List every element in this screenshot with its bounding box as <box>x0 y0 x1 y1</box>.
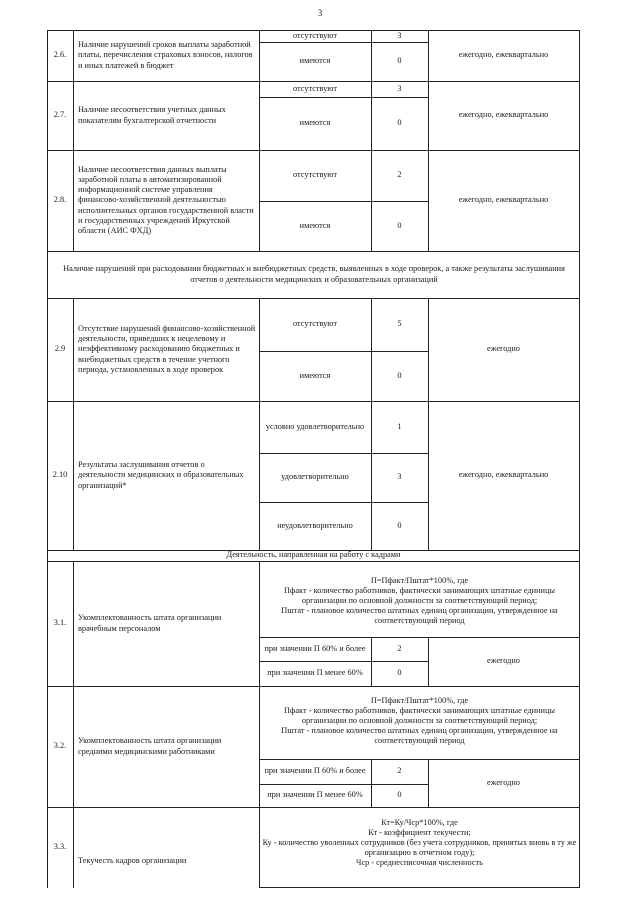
row-number: 3.3. <box>53 842 67 852</box>
score-value: 2 <box>397 766 402 776</box>
condition-text: имеются <box>299 118 331 128</box>
score-value: 3 <box>397 30 402 40</box>
formula-block <box>262 576 577 627</box>
col-num-a <box>73 30 74 251</box>
period-text: ежегодно <box>487 344 520 354</box>
criterion-label: Отсутствие нарушений финансово-хозяйственной деятельности, приведших к нецелевому и неэффективному расходованию бюджетных и внебюджетных средств в течение учетного периода, установленных в ходе проверок <box>78 324 256 374</box>
row-number: 2.8. <box>53 195 67 205</box>
formula-block <box>262 696 577 747</box>
score-value: 2 <box>397 170 402 180</box>
rule-3-3 <box>47 807 580 808</box>
formula-line: Пштат - плановое количество штатных единиц организации, утвержденное на соответствующий период <box>281 606 558 626</box>
condition-text: неудовлетворительно <box>277 520 353 530</box>
criterion-label: Текучесть кадров организации <box>78 856 187 866</box>
condition-text: имеются <box>299 220 331 230</box>
condition-text: условно удовлетворительно <box>265 421 365 431</box>
section-header-staff: Деятельность, направленная на работу с кадрами <box>226 550 401 560</box>
row-number: 2.6. <box>53 50 67 60</box>
condition-text: при значении П менее 60% <box>267 668 363 678</box>
score-value: 0 <box>397 370 402 380</box>
page-number: 3 <box>317 8 323 18</box>
criterion-label: Наличие несоответствия учетных данных показателям бухгалтерской отчетности <box>78 105 226 125</box>
period-text: ежегодно, ежеквартально <box>458 50 549 60</box>
col-num-b <box>73 298 74 550</box>
score-value: 1 <box>397 421 402 431</box>
condition-text: отсутствуют <box>292 170 338 180</box>
row-number: 3.1. <box>53 618 67 628</box>
condition-text: отсутствуют <box>292 83 338 93</box>
score-value: 0 <box>397 520 402 530</box>
period-text: ежегодно <box>487 777 520 787</box>
row-number: 2.9 <box>54 344 66 354</box>
score-value: 0 <box>397 56 402 66</box>
formula-line: Ку - количество уволенных сотрудников (без учета сотрудников, принятых вновь в ту же организацию в отчетном году); <box>262 838 577 858</box>
col-label-c <box>259 561 260 888</box>
criterion-label: Укомплектованность штата организации врачебным персоналом <box>78 613 222 633</box>
score-value: 2 <box>397 643 402 653</box>
condition-text: имеются <box>299 370 331 380</box>
formula-line: Кт=Ку/Чср*100%, где <box>381 818 458 827</box>
condition-text: удовлетворительно <box>281 472 349 482</box>
score-value: 0 <box>397 118 402 128</box>
formula-line: Пфакт - количество работников, фактически занимающих штатные единицы организации по основной должности за соответствующий период; <box>283 586 556 606</box>
condition-text: при значении П менее 60% <box>267 790 363 800</box>
row-number: 2.10 <box>52 470 68 480</box>
condition-text: отсутствуют <box>292 30 338 40</box>
criterion-label: Наличие нарушений сроков выплаты заработной платы, перечисления страховых взносов, налогов и иных платежей в бюджет <box>78 40 253 70</box>
score-value: 0 <box>397 668 402 678</box>
formula-line: П=Пфакт/Пштат*100%, где <box>370 696 469 705</box>
condition-text: отсутствуют <box>292 319 338 329</box>
formula-block <box>262 818 577 869</box>
row-number: 2.7. <box>53 110 67 120</box>
criterion-label: Наличие несоответствия данных выплаты заработной платы в автоматизированной информационной системе управления финансово-хозяйственной деятельностью исполнительных органов государственной власти и государственных учреждений Иркутской области (АИС ФХД) <box>78 165 254 235</box>
score-value: 5 <box>397 319 402 329</box>
score-value: 0 <box>397 220 402 230</box>
period-text: ежегодно <box>487 656 520 666</box>
col-num-c <box>73 561 74 888</box>
formula-line: Пштат - плановое количество штатных единиц организации, утвержденное на соответствующий период <box>281 726 558 746</box>
score-value: 0 <box>397 790 402 800</box>
period-text: ежегодно, ежеквартально <box>458 110 549 120</box>
score-value: 3 <box>397 83 402 93</box>
condition-text: имеются <box>299 56 331 66</box>
formula-line: Кт - коэффициент текучести; <box>368 828 471 838</box>
formula-line: П=Пфакт/Пштат*100%, где <box>370 576 469 585</box>
formula-line: Пфакт - количество работников, фактически занимающих штатные единицы организации по основной должности за соответствующий период; <box>283 706 556 726</box>
section-header-budget: Наличие нарушений при расходовании бюджетных и внебюджетных средств, выявленных в ходе проверок, а также результаты заслушивания отчетов о деятельности медицинских и образовательных организаций <box>63 264 565 284</box>
period-text: ежегодно, ежеквартально <box>458 195 549 205</box>
condition-text: при значении П 60% и более <box>264 643 366 653</box>
formula-line: Чср - среднесписочная численность <box>356 858 483 868</box>
condition-text: при значении П 60% и более <box>264 766 366 776</box>
row-number: 3.2. <box>53 741 67 751</box>
criterion-label: Результаты заслушивания отчетов о деятельности медицинских и образовательных организаций* <box>78 460 244 490</box>
criterion-label: Укомплектованность штата организации средними медицинскими работниками <box>78 736 222 756</box>
period-text: ежегодно, ежеквартально <box>458 470 549 480</box>
score-value: 3 <box>397 472 402 482</box>
opt-sep <box>259 887 580 888</box>
